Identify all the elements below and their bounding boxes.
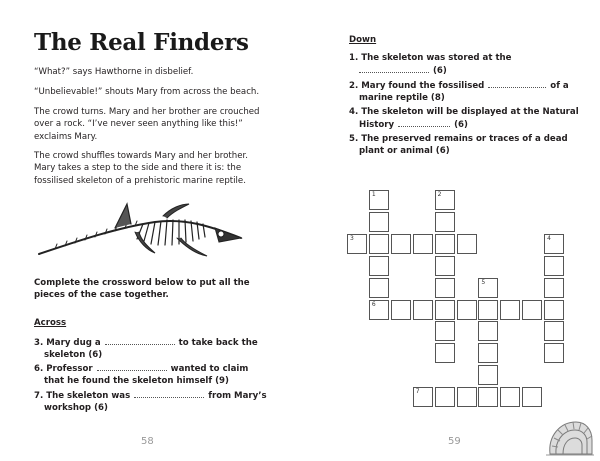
crossword-cell[interactable] xyxy=(435,321,455,341)
across-clue xyxy=(34,336,274,361)
crossword-cell[interactable] xyxy=(478,300,498,320)
crossword-cell[interactable] xyxy=(544,300,564,320)
page-number: 58 xyxy=(141,436,154,447)
clue-text: 5. The preserved remains or traces of a dead xyxy=(349,134,568,144)
clue-text: 3. Mary dug a xyxy=(34,338,101,348)
crossword-clue-number: 4 xyxy=(547,234,551,242)
answer-blank xyxy=(488,79,546,88)
crossword-clue-number: 6 xyxy=(371,300,376,308)
crossword-cell[interactable] xyxy=(391,234,411,254)
clue-text: 4. The skeleton will be displayed at the Natural xyxy=(349,107,579,117)
crossword-clue-number: 7 xyxy=(415,388,420,396)
story-paragraph: “What?” says Hawthorne in disbelief. xyxy=(34,67,194,77)
crossword-cell[interactable] xyxy=(500,300,520,320)
clue-text: History xyxy=(359,120,395,130)
clue-text: plant or animal (6) xyxy=(359,146,450,156)
across-clue xyxy=(34,362,274,387)
crossword-cell[interactable] xyxy=(522,300,542,320)
clue-text: to take back the xyxy=(178,338,258,348)
crossword-cell[interactable] xyxy=(478,365,498,385)
clue-text: skeleton (6) xyxy=(44,350,103,360)
answer-blank xyxy=(134,389,204,398)
down-clue xyxy=(349,133,589,157)
crossword-cell[interactable] xyxy=(435,300,455,320)
crossword-cell[interactable] xyxy=(369,300,389,320)
crossword-cell[interactable] xyxy=(369,256,389,276)
down-clue xyxy=(349,79,589,104)
ichthyosaur-skeleton-illustration xyxy=(35,198,245,260)
down-heading: Down xyxy=(349,35,377,45)
answer-blank xyxy=(398,118,450,127)
crossword-cell[interactable] xyxy=(435,234,455,254)
crossword-cell[interactable] xyxy=(369,278,389,298)
crossword-cell[interactable] xyxy=(435,343,455,363)
crossword-cell[interactable] xyxy=(478,387,498,407)
clue-text: (6) xyxy=(454,120,468,130)
crossword-cell[interactable] xyxy=(500,387,520,407)
crossword-instruction: Complete the crossword below to put all the pieces of the case together. xyxy=(34,278,250,301)
crossword-cell[interactable] xyxy=(435,387,455,407)
crossword-cell[interactable] xyxy=(544,343,564,363)
crossword-cell[interactable] xyxy=(435,278,455,298)
clue-text: of a xyxy=(550,81,569,91)
story-paragraph: The crowd shuffles towards Mary and her brother. Mary takes a step to the side and there it is: the fossilised skeleton of a prehistoric marine reptile. xyxy=(34,151,248,186)
crossword-clue-number: 5 xyxy=(481,278,486,286)
crossword-cell[interactable] xyxy=(347,234,367,254)
clue-text: 6. Professor xyxy=(34,364,93,374)
down-clue xyxy=(349,106,589,131)
clue-text: workshop (6) xyxy=(44,403,108,413)
across-clue xyxy=(34,389,274,414)
crossword-cell[interactable] xyxy=(478,321,498,341)
answer-blank xyxy=(97,362,167,371)
clue-text: (6) xyxy=(433,66,447,76)
crossword-clue-number: 3 xyxy=(350,234,354,242)
crossword-clue-number: 1 xyxy=(371,191,376,198)
crossword-cell[interactable] xyxy=(457,234,477,254)
crossword-cell[interactable] xyxy=(457,387,477,407)
crossword-cell[interactable] xyxy=(413,387,433,407)
crossword-cell[interactable] xyxy=(369,212,389,232)
crossword-cell[interactable] xyxy=(435,190,455,210)
crossword-cell[interactable] xyxy=(544,321,564,341)
crossword-cell[interactable] xyxy=(413,234,433,254)
clue-text: that he found the skeleton himself (9) xyxy=(44,376,229,386)
crossword-cell[interactable] xyxy=(478,278,498,298)
ammonite-fossil-icon xyxy=(546,418,594,456)
clue-text: 1. The skeleton was stored at the xyxy=(349,53,512,63)
crossword-cell[interactable] xyxy=(413,300,433,320)
story-paragraph: The crowd turns. Mary and her brother are crouched over a rock. “I’ve never seen anything like this!” exclaims Mary. xyxy=(34,107,260,142)
crossword-cell[interactable] xyxy=(478,343,498,363)
clue-text: 2. Mary found the fossilised xyxy=(349,81,485,91)
clue-text: from Mary’s xyxy=(208,391,267,401)
crossword-cell[interactable] xyxy=(369,190,389,210)
crossword-cell[interactable] xyxy=(544,256,564,276)
clue-text: marine reptile (8) xyxy=(359,93,445,103)
down-clue xyxy=(349,52,579,77)
clue-text: wanted to claim xyxy=(170,364,249,374)
right-page xyxy=(300,0,600,461)
crossword-clue-number: 2 xyxy=(437,191,442,198)
story-paragraph: “Unbelievable!” shouts Mary from across the beach. xyxy=(34,87,260,97)
crossword-cell[interactable] xyxy=(457,300,477,320)
crossword-cell[interactable] xyxy=(435,256,455,276)
across-heading: Across xyxy=(34,318,67,328)
crossword-cell[interactable] xyxy=(544,234,564,254)
crossword-cell[interactable] xyxy=(369,234,389,254)
crossword-cell[interactable] xyxy=(544,278,564,298)
page-title: The Real Finders xyxy=(34,29,249,56)
crossword-cell[interactable] xyxy=(435,212,455,232)
crossword-cell[interactable] xyxy=(391,300,411,320)
crossword-cell[interactable] xyxy=(522,387,542,407)
answer-blank xyxy=(359,64,429,73)
page-number: 59 xyxy=(448,436,461,447)
clue-text: 7. The skeleton was xyxy=(34,391,131,401)
answer-blank xyxy=(105,336,175,345)
